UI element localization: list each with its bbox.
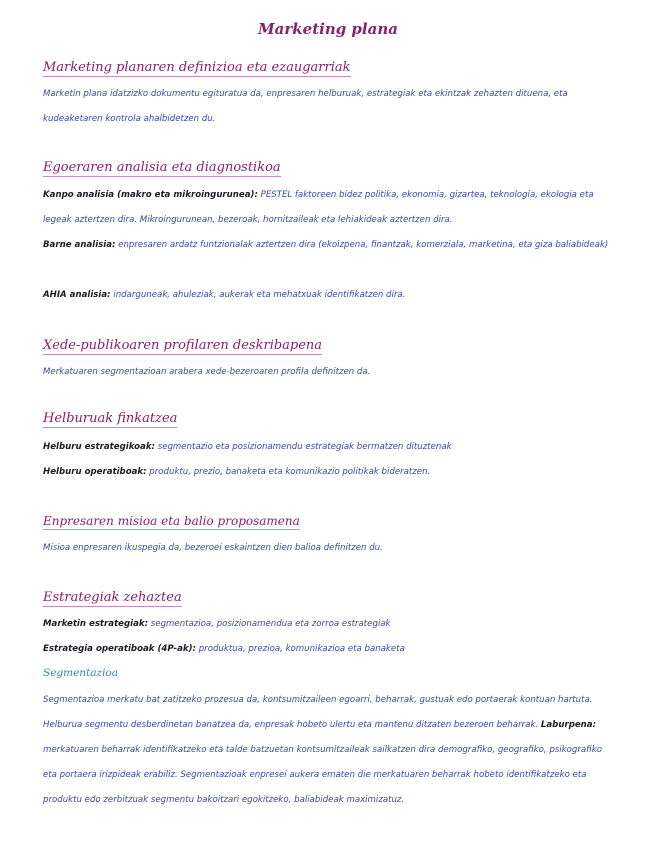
paragraph-operational-strategies bbox=[43, 637, 618, 662]
text-marketing-strategies: segmentazioa, posizionamendua eta zorroa estrategiak bbox=[148, 619, 391, 629]
text-swot-analysis: indarguneak, ahuleziak, aukerak eta mehatxuak identifikatzen dira. bbox=[110, 290, 406, 300]
paragraph-marketing-strategies bbox=[43, 612, 618, 637]
label-operational-strategies: Estrategia operatiboak (4P-ak): bbox=[43, 644, 196, 654]
text-segmentation-summary: merkatuaren beharrak identifikatzeko eta talde batzuetan kontsumitzaileak sailkatzen dira demografiko, geografiko, psikografiko eta portaera irizpideak erabiliz. Segmentazioak enpresei aukera ematen die merkatuaren beharrak hobeto identifikatzeko eta produktu edo zerbitzuak segmentu bakoitzari egokitzeko, baliabideak maximizatuz. bbox=[43, 745, 602, 805]
subheading-segmentation: Segmentazioa bbox=[43, 667, 119, 679]
label-marketing-strategies: Marketin estrategiak: bbox=[43, 619, 149, 629]
label-strategic-objectives: Helburu estrategikoak: bbox=[43, 442, 155, 452]
label-operational-objectives: Helburu operatiboak: bbox=[43, 467, 147, 477]
text-external-analysis: PESTEL faktoreen bidez politika, ekonomia, gizartea, teknologia, ekologia eta legeak aztertzen dira. Mikroingurunean, bezeroak, hornitzaileak eta lehiakideak aztertzen dira. bbox=[43, 190, 594, 225]
text-segmentation-intro: Segmentazioa merkatu bat zatitzeko prozesua da, kontsumitzaileen egoarri, beharrak, gustuak edo portaerak kontuan hartuta. Helburua segmentu desberdinetan banatzea da, enpresak hobeto ulertu eta mantenu ditzaten bezeroen beharrak. bbox=[43, 695, 593, 730]
text-operational-strategies: produktua, prezioa, komunikazioa eta banaketa bbox=[196, 644, 405, 654]
text-operational-objectives: produktu, prezio, banaketa eta komunikazio politikak bideratzen. bbox=[146, 467, 431, 477]
label-external-analysis: Kanpo analisia (makro eta mikroingurunea): bbox=[43, 190, 258, 200]
section-heading-objectives: Helburuak finkatzea bbox=[43, 411, 178, 426]
paragraph-swot-analysis bbox=[43, 283, 618, 308]
paragraph-segmentation bbox=[43, 688, 618, 813]
text-strategic-objectives: segmentazio eta posizionamendu estrategiak bermatzen dituztenak bbox=[154, 442, 452, 452]
section-heading-analysis: Egoeraren analisia eta diagnostikoa bbox=[43, 160, 281, 175]
section-heading-target-audience: Xede-publikoaren profilaren deskribapena bbox=[43, 338, 323, 353]
label-swot-analysis: AHIA analisia: bbox=[43, 290, 111, 300]
paragraph-internal-analysis bbox=[43, 233, 618, 258]
section-heading-strategies: Estrategiak zehaztea bbox=[43, 590, 182, 605]
paragraph-definition: Marketin plana idatzizko dokumentu egituratua da, enpresaren helburuak, estrategiak eta ekintzak zehazten dituena, eta kudeaketaren kontrola ahalbidetzen du. bbox=[43, 89, 568, 124]
page-title: Marketing plana bbox=[258, 20, 398, 38]
paragraph-external-analysis bbox=[43, 183, 618, 233]
label-internal-analysis: Barne analisia: bbox=[43, 240, 116, 250]
paragraph-operational-objectives bbox=[43, 460, 618, 485]
section-heading-definition: Marketing planaren definizioa eta ezaugarriak bbox=[43, 60, 351, 75]
paragraph-target-audience: Merkatuaren segmentazioan arabera xede-bezeroaren profila definitzen da. bbox=[43, 367, 371, 377]
paragraph-mission: Misioa enpresaren ikuspegia da, bezeroei eskaintzen dien balioa definitzen du. bbox=[43, 543, 383, 553]
text-internal-analysis: enpresaren ardatz funtzionalak aztertzen dira (ekoizpena, finantzak, komerziala, marketina, eta giza baliabideak) bbox=[115, 240, 609, 250]
label-summary: Laburpena: bbox=[540, 720, 597, 730]
paragraph-strategic-objectives bbox=[43, 435, 618, 460]
section-heading-mission: Enpresaren misioa eta balio proposamena bbox=[43, 514, 300, 528]
